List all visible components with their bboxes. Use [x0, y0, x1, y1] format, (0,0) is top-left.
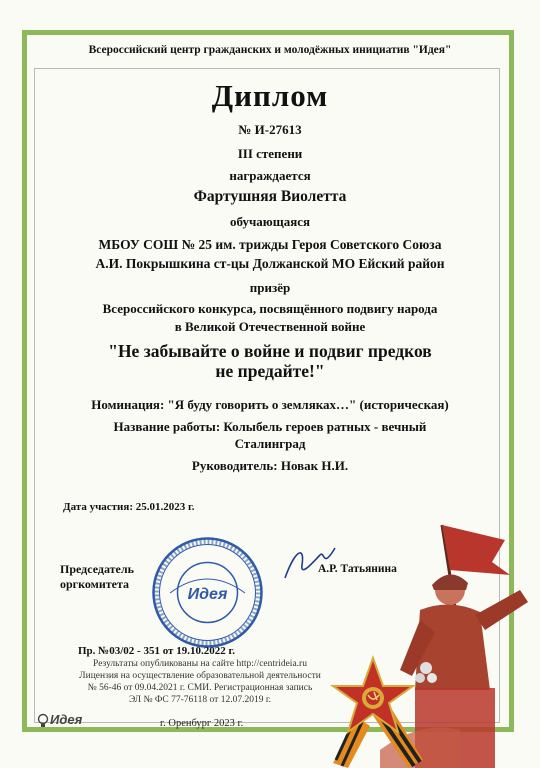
school-line-2: А.И. Покрышкина ст-цы Должанской МО Ейский район	[95, 256, 445, 271]
degree: III степени	[237, 146, 303, 161]
work-title-line-2: Сталинград	[234, 436, 306, 451]
participation-date: Дата участия: 25.01.2023 г.	[63, 501, 195, 513]
diploma-title: Диплом	[211, 78, 329, 113]
school-line-1: МБОУ СОШ № 25 им. трижды Героя Советского Союза	[98, 237, 442, 252]
slogan-line-2: не предайте!"	[215, 361, 325, 381]
license-line-2: № 56-46 от 09.04.2021 г. СМИ. Регистрационная запись	[87, 683, 313, 693]
supervisor: Руководитель: Новак Н.И.	[191, 458, 349, 473]
license-line-1: Лицензия на осуществление образовательной деятельности	[79, 671, 321, 681]
city-year: г. Оренбург 2023 г.	[160, 718, 244, 729]
idea-logo	[36, 712, 106, 730]
order-number: Пр. №03/02 - 351 от 19.10.2022 г.	[78, 645, 235, 657]
contest-line-1: Всероссийского конкурса, посвящённого подвигу народа	[102, 301, 438, 316]
chair-title	[60, 562, 134, 592]
chair-name: А.Р. Татьянина	[318, 563, 397, 575]
chair-line-1: Председатель	[60, 562, 134, 576]
lightbulb-icon	[36, 713, 50, 729]
official-seal-icon	[150, 535, 265, 650]
awarded-label: награждается	[229, 168, 311, 183]
nomination: Номинация: "Я буду говорить о земляках…" (историческая)	[91, 397, 449, 412]
license-line-3: ЭЛ № ФС 77-76118 от 12.07.2019 г.	[128, 695, 272, 705]
work-title-line-1: Название работы: Колыбель героев ратных - вечный	[113, 419, 427, 434]
contest-line-2: в Великой Отечественной войне	[174, 319, 366, 334]
results-published-line: Результаты опубликованы на сайте http://centrideia.ru	[93, 659, 307, 669]
slogan-line-1: "Не забывайте о войне и подвиг предков	[108, 341, 432, 361]
student-label: обучающаяся	[229, 214, 311, 229]
chair-line-2: оргкомитета	[60, 577, 129, 591]
diploma-number: № И-27613	[238, 122, 302, 137]
logo-text: Идея	[50, 712, 83, 727]
recipient-name: Фартушняя Виолетта	[193, 188, 347, 205]
prize-label: призёр	[249, 280, 291, 295]
seal-center-text: Идея	[187, 586, 228, 603]
organization-name: Всероссийский центр гражданских и молодёжных инициатив "Идея"	[88, 44, 452, 56]
